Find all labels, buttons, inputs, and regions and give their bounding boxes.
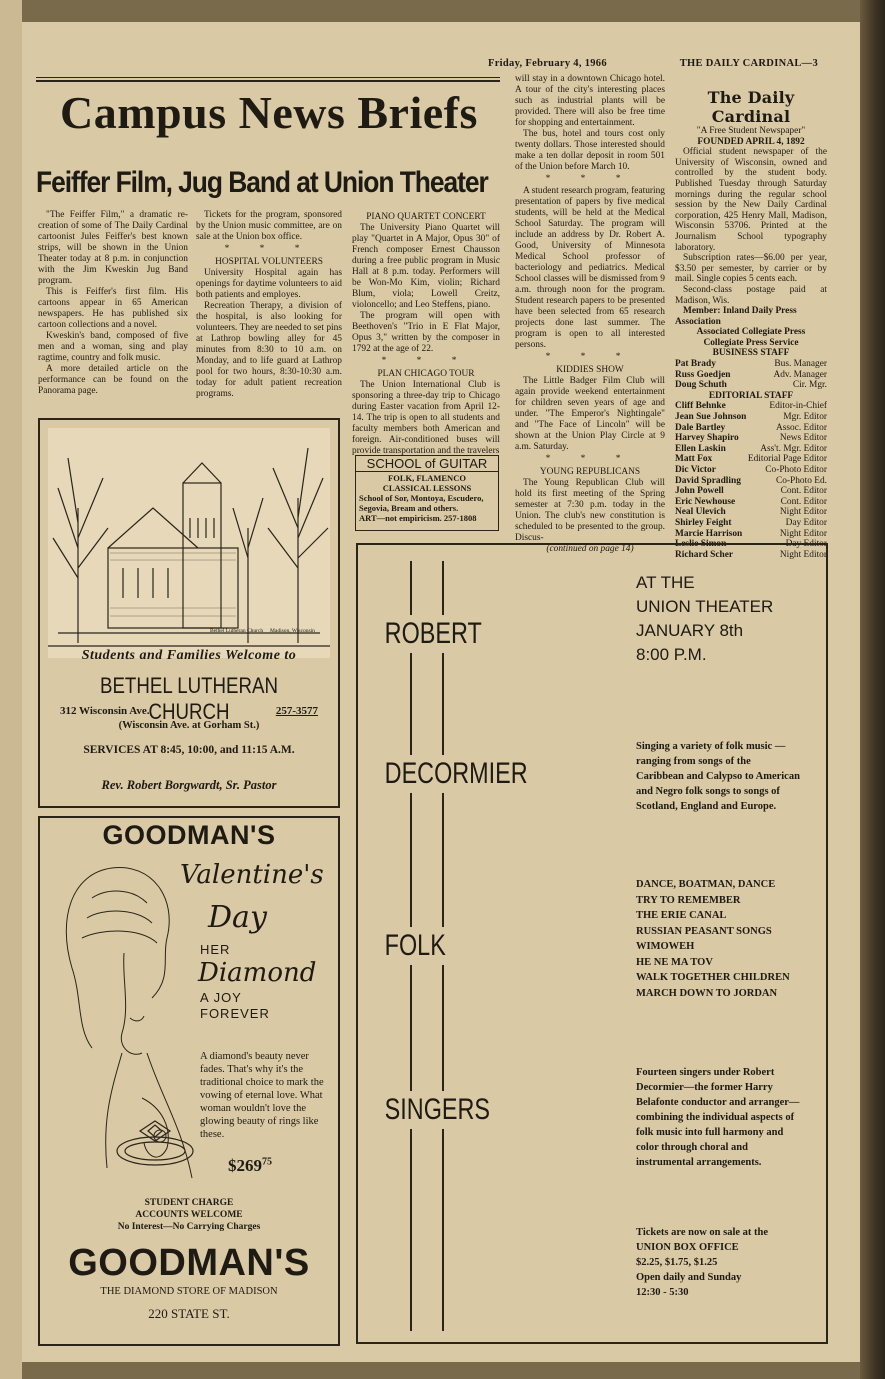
divider: * * *	[224, 244, 314, 254]
issue-date: Friday, February 4, 1966	[488, 58, 607, 69]
staff-role: Night Editor	[779, 507, 827, 518]
staff-role: Ass't. Mgr. Editor	[760, 443, 827, 454]
cardinal-masthead-box: The Daily Cardinal "A Free Student Newspaper" FOUNDED APRIL 4, 1892 Official student newspaper of the University of Wisconsin, owned and controlled by the student body. Published Tuesday through Saturday mornings during the regular school session by the New Daily Cardinal corporation, 425 Henry Mall, Madison, Wisconsin 53706. Printed at the Journalism School typography laboratory. Subscription rates—$6.00 per year, $3.50 per semester, by carrier or by mail. Single copies 5 cents each. Second-class postage paid at Madison, Wis. Member: Inland Daily Press Association Associated Collegiate Press Collegiate Press Service BUSINESS STAFF Pat Brady Bus. Manager Russ Goedjen Adv. Manager Doug Schuth Cir. Mgr. EDITORIAL STAFF Cliff Behnke Editor-in-Chief Jean Sue Johnson Mgr. Editor Dale Bartley Assoc. Editor Harvey Shapiro News Editor Ellen Laskin Ass't. Mgr. Editor Matt Fox Editorial Page Editor Dic Victor Co-Photo Editor David Spradling Co-Photo Ed. John Powell Cont. Editor Eric Newhouse Cont. Editor Neal Ulevich Night Editor Shirley Feight Day Editor Marcie Harrison Night Editor Leslie Simon Day Editor Richard Scher Night Editor	[675, 88, 827, 560]
staff-row	[675, 486, 827, 497]
staff-role: Co-Photo Ed.	[775, 475, 827, 486]
church-name: BETHEL LUTHERAN CHURCH	[99, 673, 279, 724]
masthead-rule-top	[36, 77, 500, 78]
page-header	[488, 58, 818, 69]
staff-name: Dale Bartley	[675, 422, 726, 433]
staff-name: Dic Victor	[675, 465, 716, 475]
performer-name-singers: SINGERS	[380, 1091, 495, 1129]
staff-name: Eric Newhouse	[675, 496, 736, 507]
church-phone: 257-3577	[275, 705, 318, 717]
store-tagline: THE DIAMOND STORE OF MADISON	[100, 1286, 278, 1297]
hospital-article: Tickets for the program, sponsored by the Union music committee, are on sale at the Union box office. * * * HOSPITAL VOLUNTEERS University Hospital again has openings for daytime volunteers to aid both patients and employes. Recreation Therapy, a division of the hospital, is also looking for volunteers. They are needed to set pins at Lathrop bowling alley for 45 minutes from 8:30 to 10 a.m. on Monday, and to life guard at Lathrop pool for two hours, 8:30-10:30 a.m. today for adult patient recreation programs.	[196, 210, 342, 399]
staff-name: Richard Scher	[675, 549, 734, 560]
staff-role: Night Editor	[779, 549, 827, 560]
staff-row	[675, 380, 827, 391]
feiffer-article: "The Feiffer Film," a dramatic re-creation of some of The Daily Cardinal cartoonist Jules Feiffer's best known strips, will be shown in the Union Theater today at 8 p.m. in conjunction with the Jim Kweskin Jug Band program. This is Feiffer's first film. His cartoons appear in 65 American newspapers. He has published six cartoon collections and a novel. Kweskin's band, composed of five men and a woman, sing and play ragtime, country and folk music. A more detailed article on the performance can be found on the Panorama page.	[38, 210, 188, 396]
adjacent-page-edge	[0, 0, 22, 1379]
editorial-staff-list	[675, 401, 827, 560]
ring-icon	[110, 1113, 200, 1173]
staff-row	[675, 497, 827, 508]
staff-name: Cliff Behnke	[675, 401, 726, 412]
ring-price: $\$269^{75}$	[228, 1156, 272, 1175]
staff-role: News Editor	[779, 433, 827, 444]
church-illustration	[48, 428, 330, 658]
script-forever: FOREVER	[200, 1006, 270, 1021]
credit-line-1: STUDENT CHARGE	[144, 1198, 234, 1208]
pastor-line: Rev. Robert Borgwardt, Sr. Pastor	[101, 778, 277, 792]
paper-page-label: THE DAILY CARDINAL—3	[679, 58, 818, 69]
staff-row	[675, 507, 827, 518]
song-list: DANCE, BOATMAN, DANCE TRY TO REMEMBER THE ERIE CANAL RUSSIAN PEASANT SONGS WIMOWEH HE NE MA TOV WALK TOGETHER CHILDREN MARCH DOWN TO JORDAN	[636, 879, 790, 999]
church-ad	[38, 418, 340, 808]
quartet-heading: PIANO QUARTET CONCERT	[366, 212, 486, 222]
continued-note: (continued on page 14)	[546, 544, 634, 554]
staff-row	[675, 401, 827, 412]
business-staff-list	[675, 359, 827, 391]
staff-role: Cont. Editor	[780, 486, 827, 497]
script-diamond: Diamond	[198, 958, 317, 988]
staff-role: Editorial Page Editor	[747, 454, 827, 465]
staff-row	[675, 454, 827, 465]
feature-headline: Feiffer Film, Jug Band at Union Theater	[36, 166, 488, 199]
performer-name-robert: ROBERT	[380, 615, 486, 653]
page-title: Campus News Briefs	[60, 87, 478, 138]
service-times: SERVICES AT 8:45, 10:00, and 11:15 A.M.	[83, 744, 295, 756]
concert-about: Fourteen singers under Robert Decormier—the former Harry Belafonte conductor and arranger—combining the individual aspects of folk music into full harmony and color through choral and instrumental arrangements.	[636, 1067, 800, 1168]
staff-role: Bus. Manager	[774, 359, 827, 370]
goodmans-ad	[38, 816, 340, 1346]
staff-role: Night Editor	[779, 528, 827, 539]
performer-name-folk: FOLK	[380, 927, 450, 965]
welcome-line: Students and Families Welcome to	[81, 648, 297, 663]
staff-role: Day Editor	[785, 517, 827, 528]
staff-role: Adv. Manager	[773, 369, 827, 380]
binding-shadow	[860, 0, 885, 1379]
concert-when: AT THE UNION THEATER JANUARY 8th 8:00 P.M.	[636, 573, 774, 664]
staff-role: Day Editor	[785, 539, 827, 550]
store-address: 220 STATE ST.	[148, 1306, 230, 1321]
staff-name: Harvey Shapiro	[675, 433, 739, 444]
kiddies-heading: KIDDIES SHOW	[556, 365, 624, 375]
masthead-rule-top-2	[36, 80, 500, 82]
staff-row	[675, 370, 827, 381]
decormier-concert-ad	[356, 543, 828, 1344]
staff-role: Assoc. Editor	[775, 422, 827, 433]
church-cross-street: (Wisconsin Ave. at Gorham St.)	[118, 720, 260, 731]
staff-name: Ellen Laskin	[675, 443, 726, 454]
ticket-info: Tickets are now on sale at the UNION BOX OFFICE $2.25, $1.75, $1.25 Open daily and Sunday 12:30 - 5:30	[636, 1227, 769, 1298]
performer-name-decormier: DECORMIER	[380, 755, 532, 793]
staff-name: John Powell	[675, 486, 724, 497]
quartet-article: PIANO QUARTET CONCERT The University Piano Quartet will play "Quartet in A Major, Opus 30" of French composer Ernest Chausson during a free public program in Music Hall at 8 p.m. today. Performers will be Won-Mo Kim, violin; Richard Blum, viola; Lowell Creitz, violoncello; and Leo Steffens, piano. The program will open with Beethoven's "Trio in E Flat Major, Opus 3," written by the composer in 1792 at the age of 22. * * * PLAN CHICAGO TOUR The Union International Club is sponsoring a three-day trip to Chicago during Easter vacation from April 12-14. The trip is open to all students and faculty members both American and foreign. Air-conditioned buses will provide transportation and the travelers	[352, 212, 500, 456]
script-her: HER	[200, 942, 231, 957]
illustration-caption: Bethel Lutheran Church Madison, Wisconsin	[210, 628, 315, 634]
staff-role: Cont. Editor	[780, 496, 827, 507]
republicans-heading: YOUNG REPUBLICANS	[539, 467, 641, 477]
staff-row	[675, 359, 827, 370]
staff-row	[675, 423, 827, 434]
staff-name: Matt Fox	[675, 454, 713, 465]
goodmans-body-copy: A diamond's beauty never fades. That's why it's the traditional choice to mark the vowing of eternal love. What woman wouldn't love the glowing beauty of rings like these.	[200, 1051, 324, 1140]
goodmans-logo-bottom: GOODMAN'S	[68, 1242, 310, 1284]
hospital-heading: HOSPITAL VOLUNTEERS	[215, 257, 323, 267]
staff-name: Shirley Feight	[675, 517, 732, 528]
script-valentines: Valentine's	[180, 860, 324, 890]
staff-role: Editor-in-Chief	[769, 401, 827, 412]
goodmans-logo-top: GOODMAN'S	[102, 820, 276, 850]
concert-description: Singing a variety of folk music — ranging from songs of the Caribbean and Calypso to American and Negro folk songs to songs of Scotland, England and Europe.	[636, 741, 800, 812]
staff-row	[675, 529, 827, 540]
staff-role: Mgr. Editor	[783, 412, 827, 423]
script-day: Day	[208, 900, 267, 935]
credit-line-2: ACCOUNTS WELCOME	[135, 1210, 243, 1220]
staff-name: Jean Sue Johnson	[675, 412, 747, 423]
staff-row	[675, 465, 827, 476]
staff-row	[675, 444, 827, 455]
guitar-ad: SCHOOL of GUITAR FOLK, FLAMENCO CLASSICAL LESSONS School of Sor, Montoya, Escudero, Segovia, Bream and others. ART—not empiricism. 257-1808	[355, 455, 499, 531]
staff-name: Leslie Simon	[675, 539, 727, 550]
research-article: will stay in a downtown Chicago hotel. A tour of the city's interesting places such as industrial plants will be provided. There will also be free time for shopping and entertainment. The bus, hotel and tours cost only twenty dollars. Those interested should make a ten dollar deposit in room 501 of the Union before March 10. * * * A student research program, featuring presentation of papers by five medical students, will be held at the Medical School Saturday. The program will include an address by Dr. Robert A. Good, University of Minnesota Medical School professor of bacteriology and pediatrics. Medical School classes will be dismissed from 9 a.m. through noon for the program. Student research papers to be presented have been selected from 65 research projects done last summer. The program is open to all interested persons. * * * KIDDIES SHOW The Little Badger Film Club will again provide weekend entertainment for children seven years of age and under. "The Emperor's Nightingale" and "The Face of Lincoln" will be shown at the Union Play Circle at 9 a.m. Saturday. * * * YOUNG REPUBLICANS The Young Republican Club will hold its first meeting of the Spring semester at 7:30 p.m. today in the Union. The club's new constitution is scheduled to be presented to the group. Discus- (continued on page 14)	[515, 74, 665, 554]
chicago-heading: PLAN CHICAGO TOUR	[377, 369, 475, 379]
church-address: 312 Wisconsin Ave.	[60, 705, 150, 717]
staff-name: Pat Brady	[675, 359, 716, 370]
staff-row	[675, 412, 827, 423]
staff-name: Marcie Harrison	[675, 528, 743, 539]
staff-name: Russ Goedjen	[675, 369, 731, 380]
staff-row	[675, 518, 827, 529]
script-a-joy: A JOY	[200, 990, 242, 1005]
staff-row	[675, 476, 827, 487]
staff-role: Co-Photo Editor	[765, 465, 827, 475]
staff-row	[675, 433, 827, 444]
staff-name: David Spradling	[675, 475, 741, 486]
staff-role: Cir. Mgr.	[792, 380, 827, 391]
staff-name: Doug Schuth	[675, 380, 727, 391]
staff-name: Neal Ulevich	[675, 507, 726, 518]
cardinal-nameplate: The Daily Cardinal	[707, 88, 795, 126]
credit-line-3: No Interest—No Carrying Charges	[117, 1222, 261, 1232]
